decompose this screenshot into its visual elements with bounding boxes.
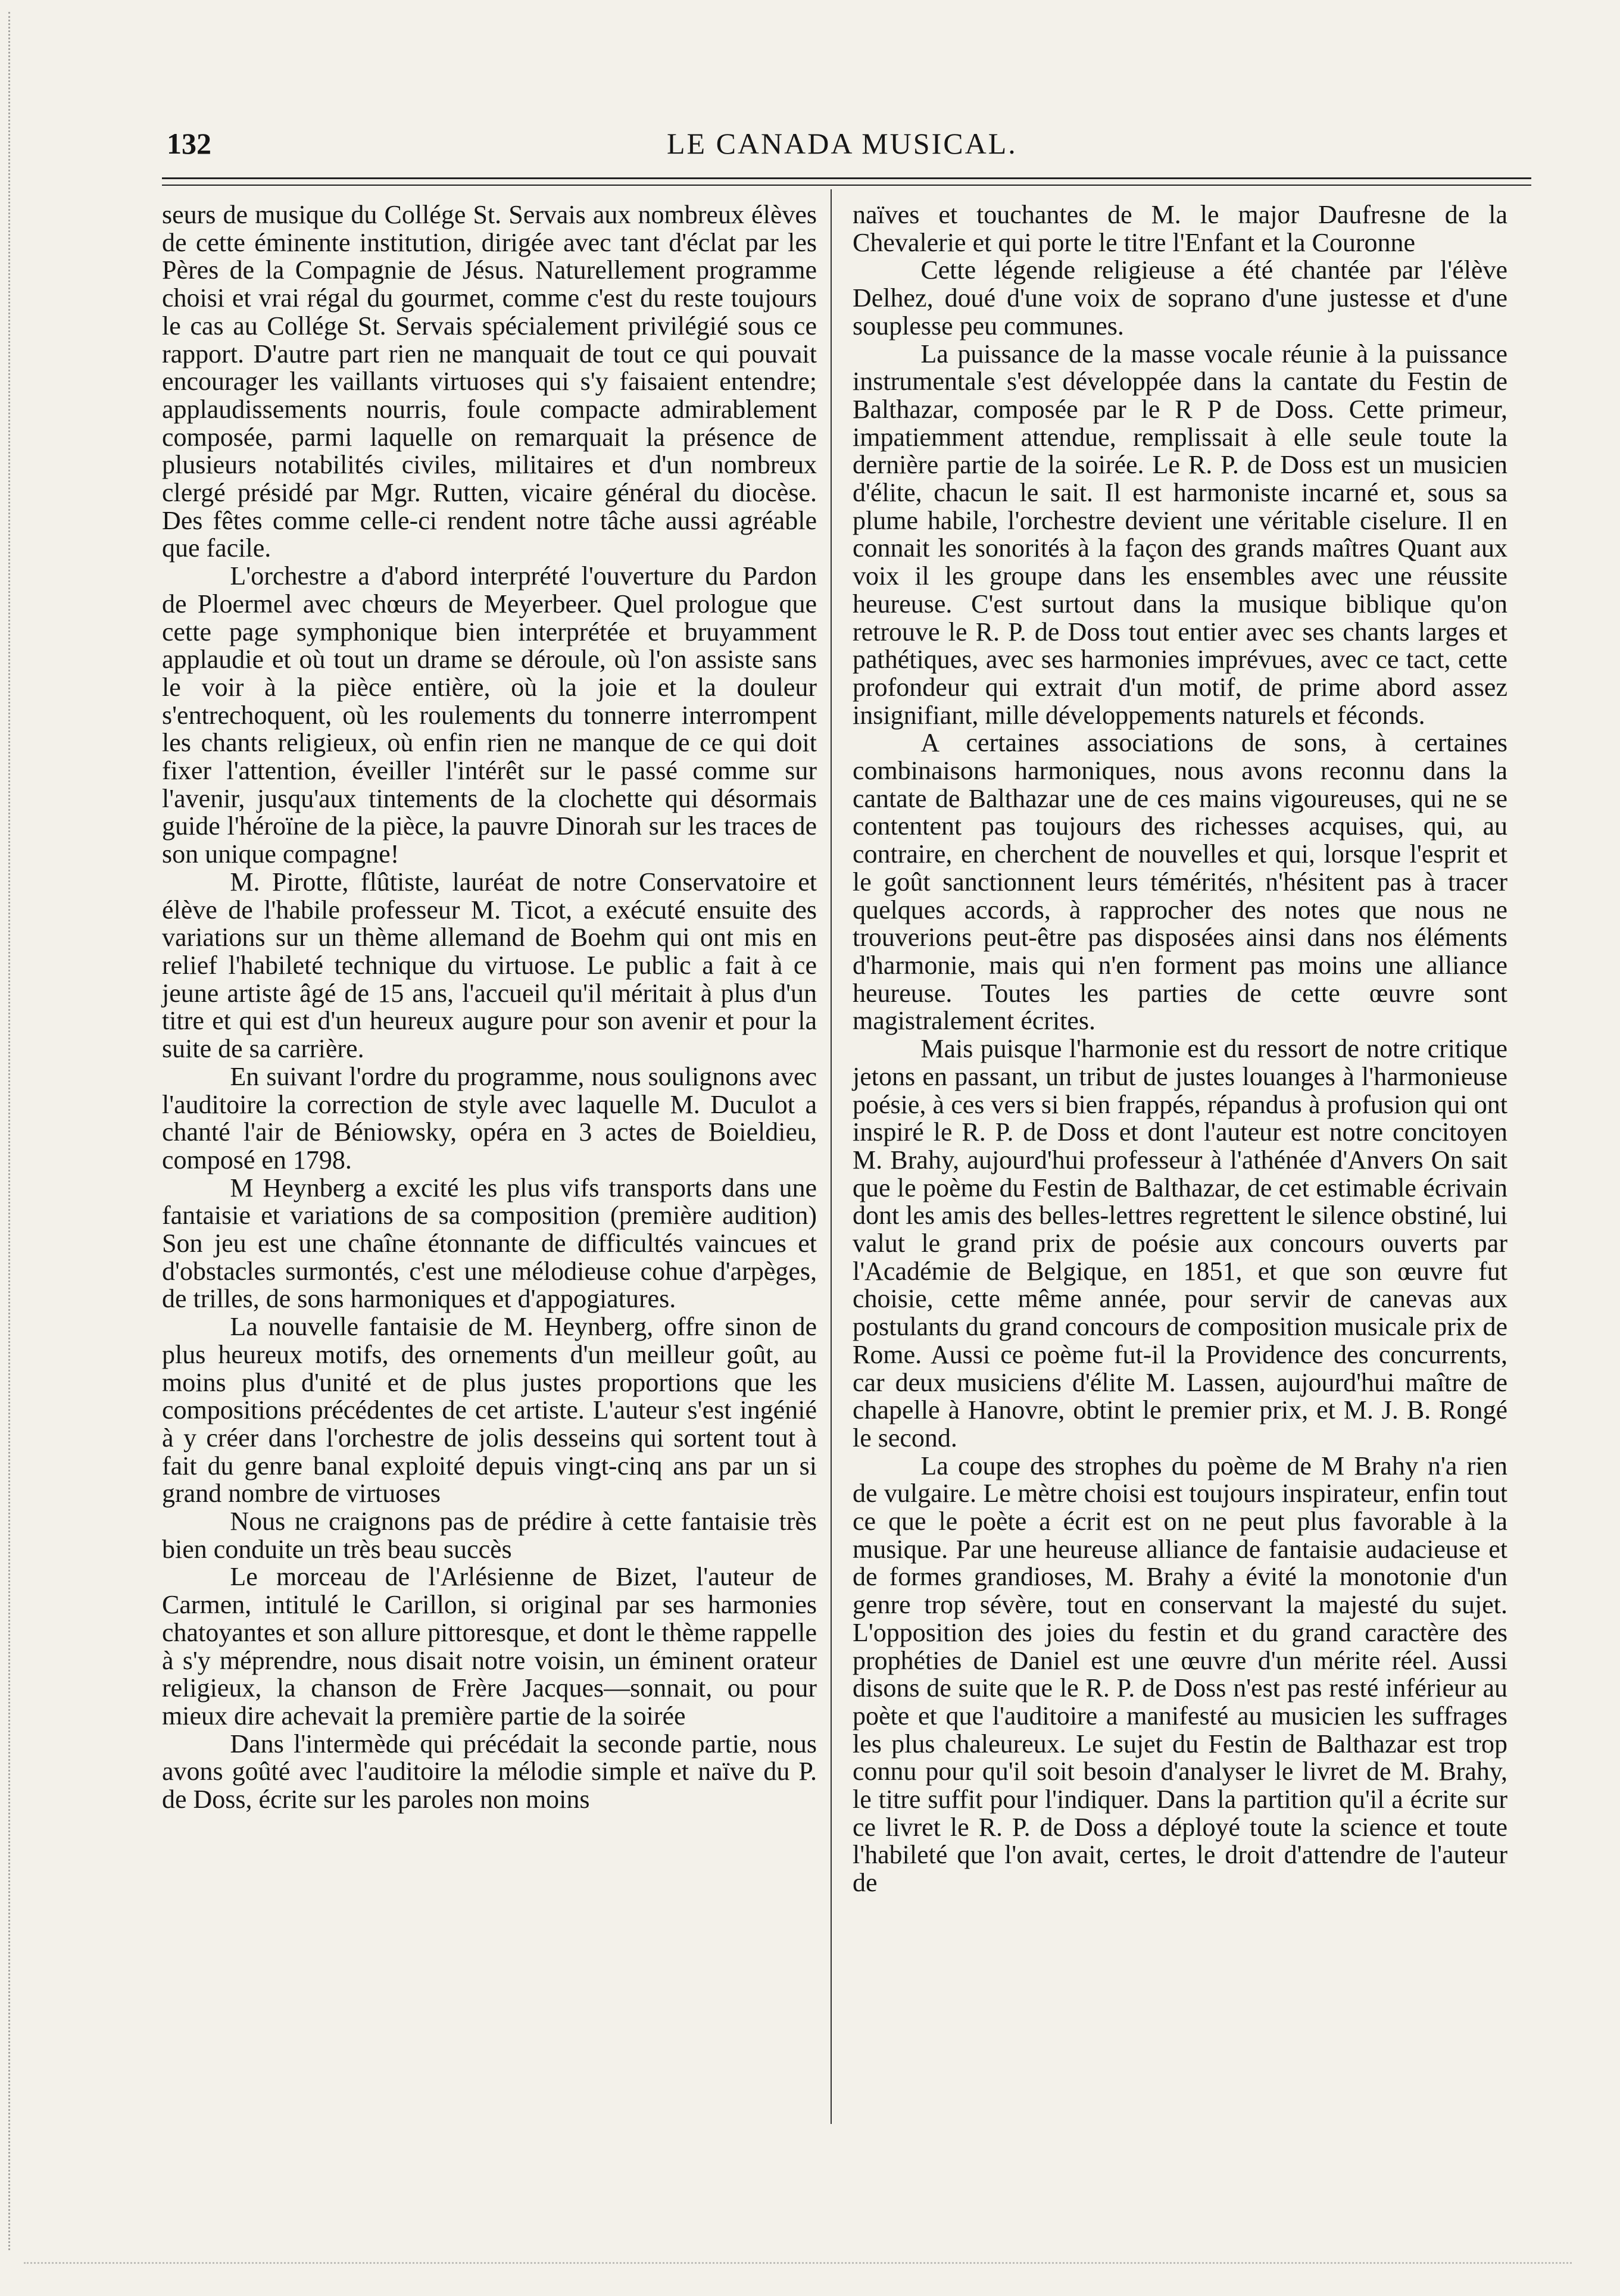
journal-title: LE CANADA MUSICAL. xyxy=(667,127,1017,160)
left-column xyxy=(162,201,817,1814)
scan-bottom-specks xyxy=(24,2262,1572,2264)
paragraph: L'orchestre a d'abord interprété l'ouverture du Pardon de Ploermel avec chœurs de Meyerbeer. Quel prologue que cette page symphonique bien interprétée et bruyamment applaudie et où tout un drame se déroule, où l'on assiste sans le voir à la pièce entière, où la joie et la douleur s'entrechoquent, où les roulements du tonnerre interrompent les chants religieux, où enfin rien ne manque de ce qui doit fixer l'attention, éveiller l'intérêt sur le passé comme sur l'avenir, jusqu'aux tintements de la clochette qui désormais guide l'héroïne de la pièce, la pauvre Dinorah sur les traces de son unique compagne! xyxy=(162,561,817,869)
paragraph: La puissance de la masse vocale réunie à la puissance instrumentale s'est développée dans la cantate du Festin de Balthazar, composée par le R P de Doss. Cette primeur, impatiemment attendue, remplissait à elle seule toute la dernière partie de la soirée. Le R. P. de Doss est un musicien d'élite, chacun le sait. Il est harmoniste incarné et, sous sa plume habile, l'orchestre devient une véritable ciselure. Il en connait les sonorités à la façon des grands maîtres Quant aux voix il les groupe dans les ensembles avec une réussite heureuse. C'est surtout dans la musique biblique qu'on retrouve le R. P. de Doss tout entier avec ses chants larges et pathétiques, avec ses harmonies imprévues, avec ce tact, cette profondeur qui extrait d'un motif, de prime abord assez insignifiant, mille développements naturels et féconds. xyxy=(853,339,1507,730)
paragraph: A certaines associations de sons, à certaines combinaisons harmoniques, nous avons reconnu dans la cantate de Balthazar une de ces mains vigoureuses, qui ne se contentent pas toujours des richesses acquises, qui, au contraire, en cherchent de nouvelles et qui, lorsque l'esprit et le goût sanctionnent leurs témérités, n'hésitent pas à tracer quelques accords, à rapprocher des notes que nous ne trouverions peut-être pas disposées ainsi dans nos éléments d'harmonie, mais qui n'en forment pas moins une alliance heureuse. Toutes les parties de cette œuvre sont magistralement écrites. xyxy=(853,728,1507,1036)
page-number: 132 xyxy=(167,127,211,160)
scan-margin-specks xyxy=(8,12,18,2250)
paragraph: M Heynberg a excité les plus vifs transports dans une fantaisie et variations de sa composition (première audition) Son jeu est une chaîne étonnante de difficultés vaincues et d'obstacles surmontés, c'est une mélodieuse cohue d'arpèges, de trilles, de sons harmoniques et d'appogiatures. xyxy=(162,1173,817,1314)
paragraph: Nous ne craignons pas de prédire à cette fantaisie très bien conduite un très beau succès xyxy=(162,1507,817,1564)
header-rule xyxy=(162,177,1531,179)
paragraph: Cette légende religieuse a été chantée par l'élève Delhez, doué d'une voix de soprano d'une justesse et d'une souplesse peu communes. xyxy=(853,255,1507,341)
paragraph: La coupe des strophes du poème de M Brahy n'a rien de vulgaire. Le mètre choisi est toujours inspirateur, enfin tout ce que le poète a écrit est on ne peut plus favorable à la musique. Par une heureuse alliance de fantaisie audacieuse et de formes grandioses, M. Brahy a évité la monotonie d'un genre trop sévère, tout en conservant la majesté du sujet. L'opposition des joies du festin et du grand caractère des prophéties de Daniel est une œuvre d'un mérite réel. Aussi disons de suite que le R. P. de Doss n'est pas resté inférieur au poète et que l'auditoire a manifesté au musicien les suffrages les plus chaleureux. Le sujet du Festin de Balthazar est trop connu pour qu'il soit besoin d'analyser le livret de M. Brahy, le titre suffit pour l'indiquer. Dans la partition qu'il a écrite sur ce livret le R. P. de Doss a déployé toute la science et toute l'habileté que l'on avait, certes, le droit d'attendre de l'auteur de xyxy=(853,1451,1507,1898)
paragraph: naïves et touchantes de M. le major Daufresne de la Chevalerie et qui porte le titre l'Enfant et la Couronne xyxy=(853,200,1507,257)
paragraph: Mais puisque l'harmonie est du ressort de notre critique jetons en passant, un tribut de justes louanges à l'harmonieuse poésie, à ces vers si bien frappés, répandus à profusion qui ont inspiré le R. P. de Doss et dont l'auteur est notre concitoyen M. Brahy, aujourd'hui professeur à l'athénée d'Anvers On sait que le poème du Festin de Balthazar, de cet estimable écrivain dont les amis des belles-lettres regrettent le silence obstiné, lui valut le grand prix de poésie aux concours ouverts par l'Académie de Belgique, en 1851, et que son œuvre fut choisie, cette même année, pour servir de canevas aux postulants du grand concours de composition musicale prix de Rome. Aussi ce poème fut-il la Providence des concurrents, car deux musiciens d'élite M. Lassen, aujourd'hui maître de chapelle à Hanovre, obtint le premier prix, et M. J. B. Rongé le second. xyxy=(853,1034,1507,1452)
paragraph: M. Pirotte, flûtiste, lauréat de notre Conservatoire et élève de l'habile professeur M. Ticot, a exécuté ensuite des variations sur un thème allemand de Boehm qui ont mis en relief l'habileté technique du virtuose. Le public a fait à ce jeune artiste âgé de 15 ans, l'accueil qu'il méritait à plus d'un titre et qui est d'un heureux augure pour son avenir et pour la suite de sa carrière. xyxy=(162,867,817,1064)
paragraph: La nouvelle fantaisie de M. Heynberg, offre sinon de plus heureux motifs, des ornements d'un meilleur goût, au moins plus d'unité et de plus justes proportions que les compositions précédentes de cet artiste. L'auteur s'est ingénié à y créer dans l'orchestre de jolis desseins qui sortent tout à fait du genre banal exploité depuis vingt-cinq ans par un si grand nombre de virtuoses xyxy=(162,1312,817,1508)
page-header xyxy=(167,126,1488,168)
paragraph: En suivant l'ordre du programme, nous soulignons avec l'auditoire la correction de style avec laquelle M. Duculot a chanté l'air de Béniowsky, opéra en 3 actes de Boieldieu, composé en 1798. xyxy=(162,1061,817,1174)
paragraph: seurs de musique du Collége St. Servais aux nombreux élèves de cette éminente institution, dirigée avec tant d'éclat par les Pères de la Compagnie de Jésus. Naturellement programme choisi et vrai régal du gourmet, comme c'est du reste toujours le cas au Collége St. Servais spécialement privilégié sous ce rapport. D'autre part rien ne manquait de tout ce qui pouvait encourager les vaillants virtuoses qui s'y faisaient entendre; applaudissements nourris, foule compacte admirablement composée, parmi laquelle on remarquait la présence de plusieurs notabilités civiles, militaires et d'un nombreux clergé présidé par Mgr. Rutten, vicaire général du diocèse. Des fêtes comme celle-ci rendent notre tâche aussi agréable que facile. xyxy=(162,200,817,563)
header-rule-thin xyxy=(162,185,1531,186)
paragraph: Le morceau de l'Arlésienne de Bizet, l'auteur de Carmen, intitulé le Carillon, si original par ses harmonies chatoyantes et son allure pittoresque, et dont le thème rappelle à s'y méprendre, nous disait notre voisin, un éminent orateur religieux, la chanson de Frère Jacques—sonnait, ou pour mieux dire achevait la première partie de la soirée xyxy=(162,1562,817,1730)
column-divider xyxy=(831,189,832,2124)
right-column xyxy=(853,201,1507,1897)
paragraph: Dans l'intermède qui précédait la seconde partie, nous avons goûté avec l'auditoire la mélodie simple et naïve du P. de Doss, écrite sur les paroles non moins xyxy=(162,1729,817,1814)
